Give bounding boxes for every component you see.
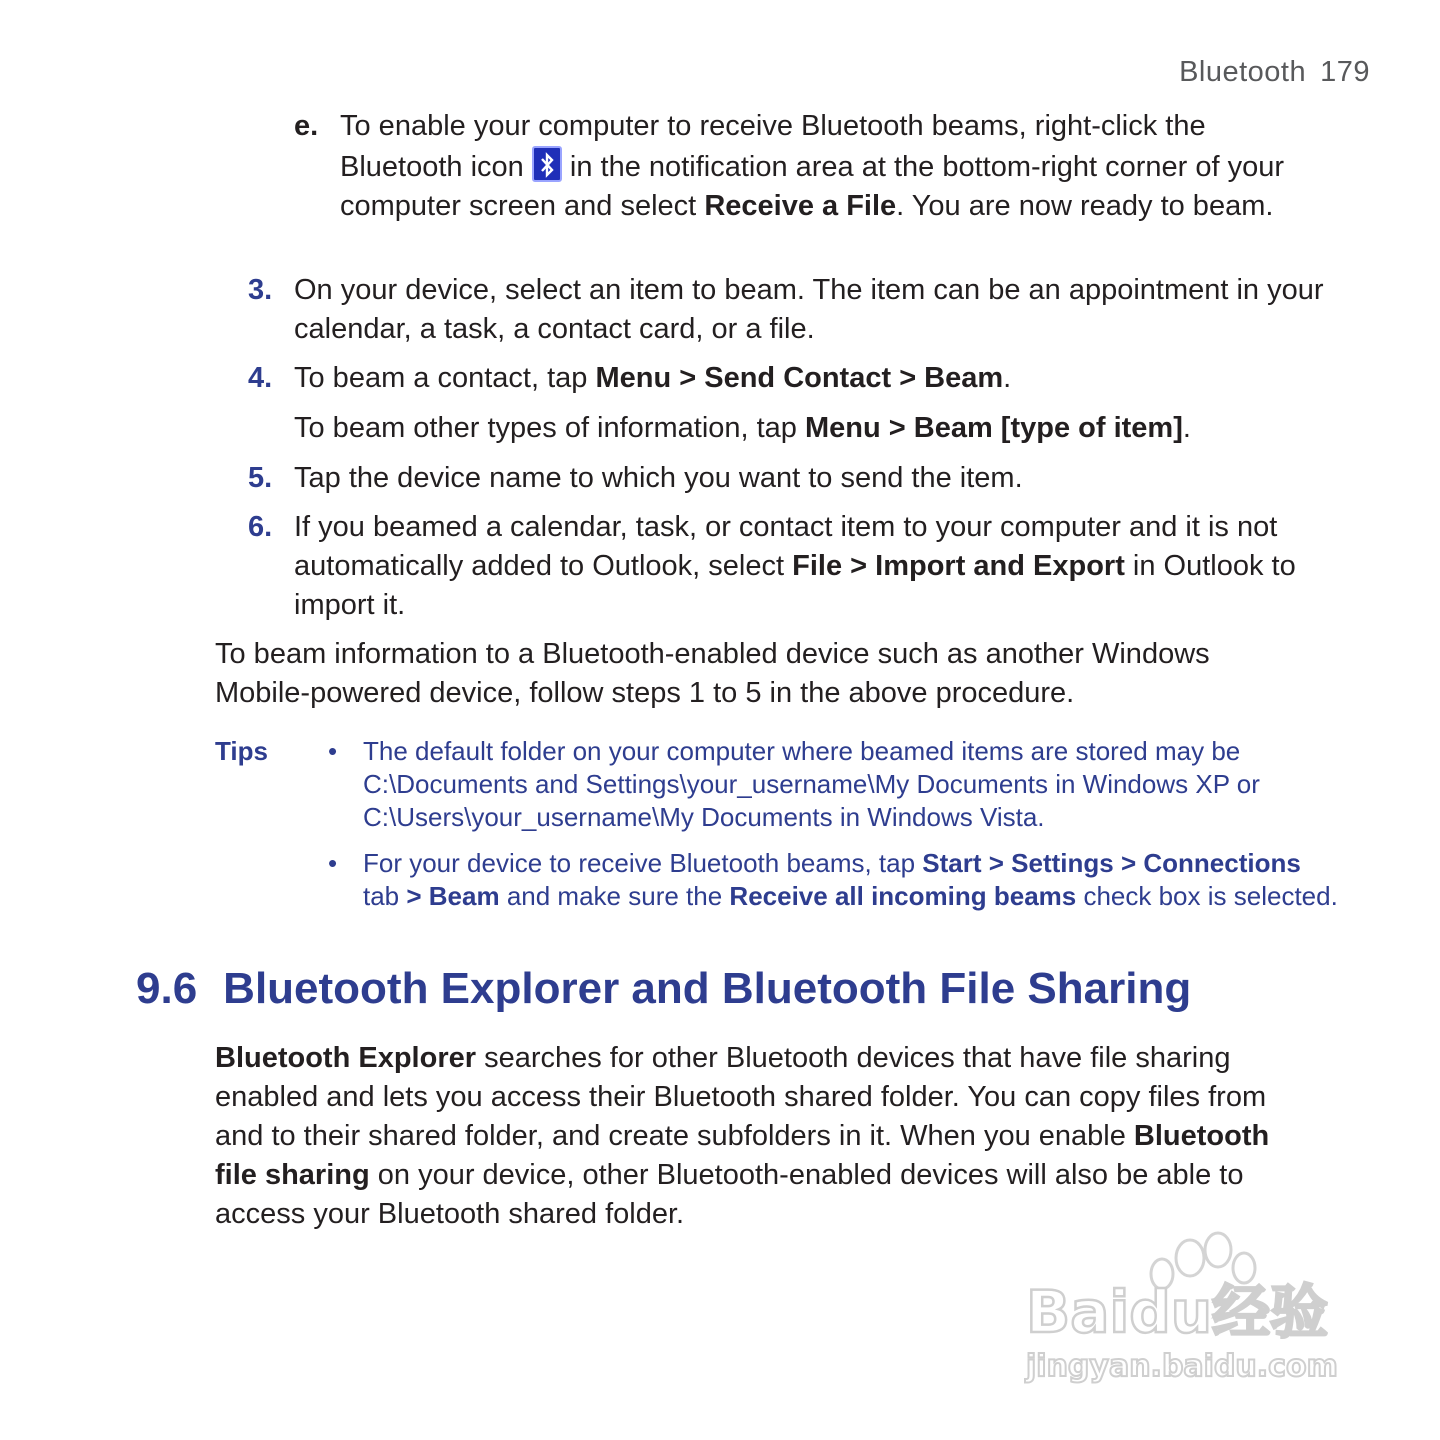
step-5 <box>248 459 1348 498</box>
page-number: 179 <box>1320 56 1370 88</box>
watermark-url: jingyan.baidu.com <box>1026 1349 1338 1384</box>
step-text: If you beamed a calendar, task, or contact item to your computer and it is not automatically added to Outlook, select File > Import and Export in Outlook to import it. <box>294 511 1296 621</box>
watermark-brand: Baidu经验 <box>1026 1278 1329 1346</box>
step-text: To enable your computer to receive Bluetooth beams, right-click the Bluetooth icon in the notification area at the bottom-right corner of your computer screen and select Receive a File. You are now ready to beam. <box>340 110 1285 222</box>
section-number: 9.6 <box>136 964 198 1013</box>
step-4 <box>248 359 1348 398</box>
page-header <box>1179 56 1370 89</box>
step-6 <box>248 508 1348 625</box>
tip-text: The default folder on your computer where beamed items are stored may be C:\Documents and Settings\your_username\My Documents in Windows XP or C:\Users\your_username\My Documents in Windows Vista. <box>363 736 1260 832</box>
section-paragraph: Bluetooth Explorer searches for other Bluetooth devices that have file sharing enabled and lets you access their Bluetooth shared folder. You can copy files from and to their shared folder, and create subfolders in it. When you enable Bluetooth file sharing on your device, other Bluetooth-enabled devices will also be able to access your Bluetooth shared folder. <box>215 1042 1270 1230</box>
bullet-icon: • <box>328 736 338 766</box>
step-number: 5. <box>248 462 273 494</box>
header-section: Bluetooth <box>1179 56 1307 88</box>
section-heading <box>136 964 1191 1014</box>
paragraph-beam-info: To beam information to a Bluetooth-enabled device such as another Windows Mobile-powered device, follow steps 1 to 5 in the above procedure. <box>215 638 1210 709</box>
bullet-icon: • <box>328 848 338 878</box>
tip-2 <box>328 847 1338 913</box>
tip-1 <box>328 735 1338 834</box>
sub-step-e <box>294 107 1294 226</box>
step-text: On your device, select an item to beam. The item can be an appointment in your calendar, a task, a contact card, or a file. <box>294 274 1324 345</box>
section-title: Bluetooth Explorer and Bluetooth File Sharing <box>223 964 1192 1013</box>
step-number: 3. <box>248 274 273 306</box>
tips-label: Tips <box>215 736 268 766</box>
step-text: To beam a contact, tap Menu > Send Contact > Beam. <box>294 362 1012 394</box>
step-marker: e. <box>294 110 319 142</box>
baidu-watermark-logo <box>1020 1228 1360 1388</box>
step-3 <box>248 271 1348 349</box>
step-number: 6. <box>248 511 273 543</box>
step-text: To beam other types of information, tap Menu > Beam [type of item]. <box>294 412 1191 444</box>
bluetooth-icon <box>532 146 562 182</box>
step-4-continued <box>248 409 1348 448</box>
step-text: Tap the device name to which you want to send the item. <box>294 462 1023 494</box>
step-number: 4. <box>248 362 273 394</box>
tip-text: For your device to receive Bluetooth beams, tap Start > Settings > Connections tab > Beam and make sure the Receive all incoming beams check box is selected. <box>363 848 1338 911</box>
